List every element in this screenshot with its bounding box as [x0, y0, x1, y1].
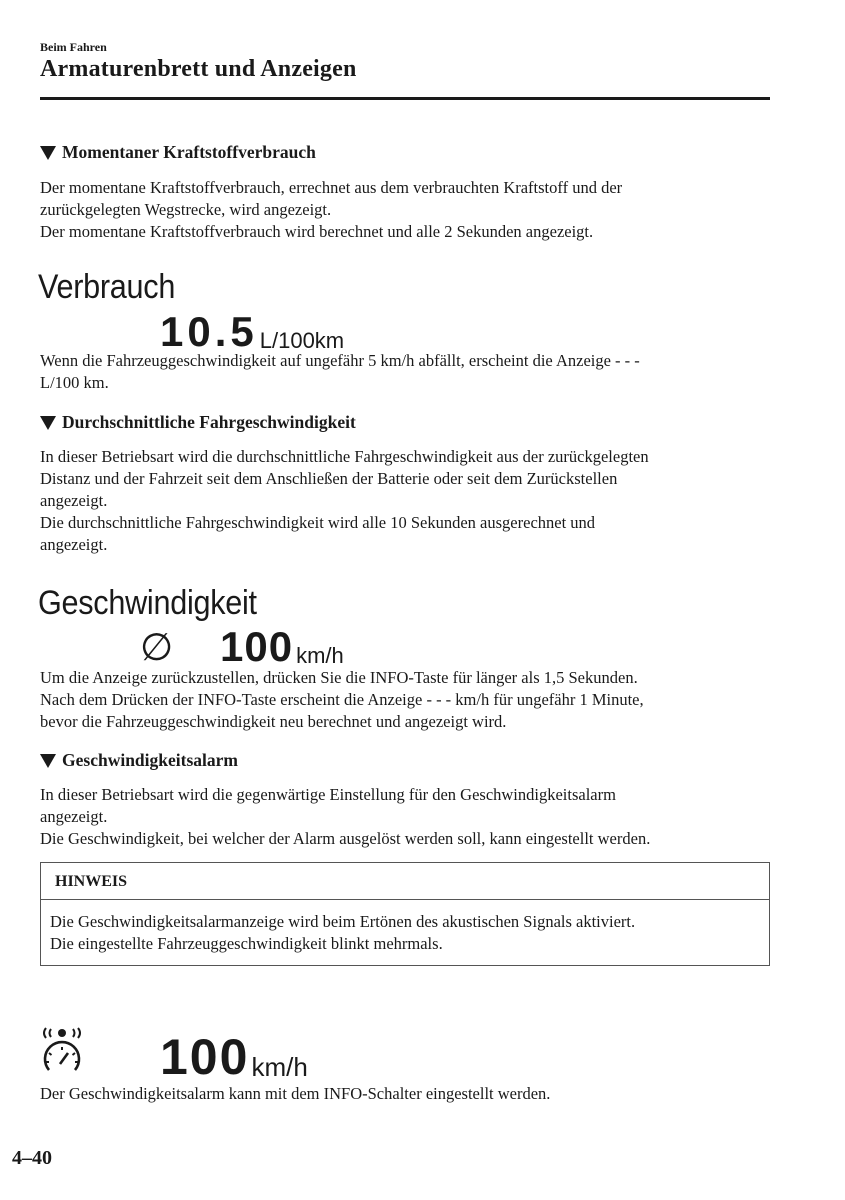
paragraph-line: bevor die Fahrzeuggeschwindigkeit neu berechnet und angezeigt wird.	[40, 712, 507, 731]
paragraph-line: Die Geschwindigkeit, bei welcher der Alarm ausgelöst werden soll, kann eingestellt werden.	[40, 829, 651, 848]
alarm-paragraph	[40, 784, 775, 850]
paragraph-line: Wenn die Fahrzeuggeschwindigkeit auf ungefähr 5 km/h abfällt, erscheint die Anzeige - - -	[40, 351, 640, 370]
paragraph-line: Distanz und der Fahrzeit seit dem Anschließen der Batterie oder seit dem Zurückstellen	[40, 469, 618, 488]
fuel-paragraph	[40, 177, 775, 243]
paragraph-line: zurückgelegten Wegstrecke, wird angezeigt.	[40, 200, 332, 219]
paragraph-line: angezeigt.	[40, 491, 108, 510]
speed-after-paragraph	[40, 667, 775, 733]
paragraph-line: In dieser Betriebsart wird die gegenwärtige Einstellung für den Geschwindigkeitsalarm	[40, 785, 616, 804]
triangle-bullet-icon	[40, 754, 56, 768]
paragraph-line: Der momentane Kraftstoffverbrauch, errechnet aus dem verbrauchten Kraftstoff und der	[40, 178, 623, 197]
speed-value: 100	[220, 623, 294, 670]
paragraph-line: Um die Anzeige zurückzustellen, drücken Sie die INFO-Taste für länger als 1,5 Sekunden.	[40, 668, 638, 687]
paragraph-line: angezeigt.	[40, 807, 108, 826]
note-body	[50, 911, 635, 955]
alarm-display	[160, 1029, 308, 1085]
note-title: HINWEIS	[41, 863, 769, 900]
paragraph-line: L/100 km.	[40, 373, 109, 392]
alarm-heading	[40, 750, 238, 771]
speed-display-title: Geschwindigkeit	[38, 584, 257, 622]
section-label: Beim Fahren	[40, 40, 107, 54]
consumption-display	[160, 308, 345, 355]
consumption-unit: L/100km	[259, 328, 345, 353]
alarm-after-paragraph	[40, 1083, 775, 1105]
fuel-heading-text: Momentaner Kraftstoffverbrauch	[62, 142, 316, 162]
paragraph-line: Nach dem Drücken der INFO-Taste erscheint die Anzeige - - - km/h für ungefähr 1 Minute,	[40, 690, 644, 709]
alarm-speed-value: 100	[160, 1029, 250, 1085]
triangle-bullet-icon	[40, 146, 56, 160]
triangle-bullet-icon	[40, 416, 56, 430]
paragraph-line: In dieser Betriebsart wird die durchschnittliche Fahrgeschwindigkeit aus der zurückgelegten	[40, 447, 649, 466]
alarm-heading-text: Geschwindigkeitsalarm	[62, 750, 238, 770]
page-number: 4–40	[12, 1147, 52, 1169]
note-box	[40, 862, 770, 966]
speed-heading	[40, 412, 356, 433]
average-symbol-icon: ∅	[140, 625, 174, 669]
speed-display	[140, 623, 344, 670]
paragraph-line: Der momentane Kraftstoffverbrauch wird berechnet und alle 2 Sekunden angezeigt.	[40, 222, 594, 241]
speed-alarm-icon	[38, 1022, 88, 1083]
speed-heading-text: Durchschnittliche Fahrgeschwindigkeit	[62, 412, 356, 432]
paragraph-line: angezeigt.	[40, 535, 108, 554]
consumption-display-title: Verbrauch	[38, 268, 176, 306]
speed-paragraph	[40, 446, 775, 556]
chapter-title: Armaturenbrett und Anzeigen	[40, 56, 357, 82]
alarm-speed-unit: km/h	[251, 1052, 308, 1082]
note-line: Die eingestellte Fahrzeuggeschwindigkeit blinkt mehrmals.	[50, 934, 443, 953]
speed-unit: km/h	[296, 643, 344, 668]
paragraph-line: Der Geschwindigkeitsalarm kann mit dem INFO-Schalter eingestellt werden.	[40, 1084, 551, 1103]
paragraph-line: Die durchschnittliche Fahrgeschwindigkeit wird alle 10 Sekunden ausgerechnet und	[40, 513, 596, 532]
consumption-value: 10.5	[160, 308, 258, 355]
chapter-divider	[40, 97, 770, 100]
fuel-heading	[40, 142, 316, 163]
fuel-after-paragraph	[40, 350, 775, 394]
note-line: Die Geschwindigkeitsalarmanzeige wird beim Ertönen des akustischen Signals aktiviert.	[50, 912, 636, 931]
